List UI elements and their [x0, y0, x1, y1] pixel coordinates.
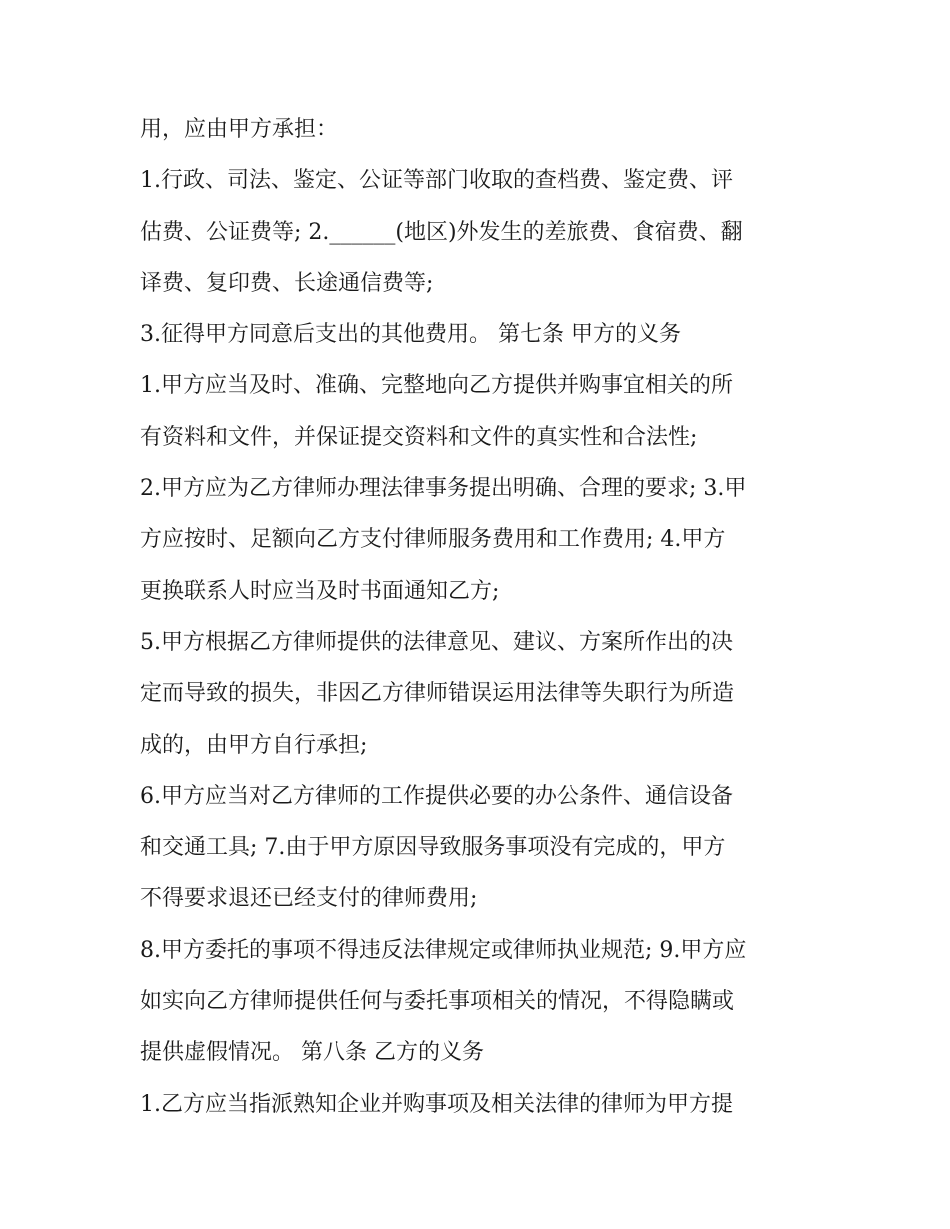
text-line: 估费、公证费等; 2.______(地区)外发生的差旅费、食宿费、翻	[140, 219, 743, 245]
text-line: 和交通工具; 7.由于甲方原因导致服务事项没有完成的，甲方	[140, 835, 726, 861]
text-line: 3.征得甲方同意后支出的其他费用。 第七条 甲方的义务	[140, 322, 681, 348]
text-line: 如实向乙方律师提供任何与委托事项相关的情况，不得隐瞒或	[140, 989, 735, 1015]
text-line: 译费、复印费、长途通信费等;	[140, 270, 434, 296]
text-line: 定而导致的损失，非因乙方律师错误运用法律等失职行为所造	[140, 681, 735, 707]
text-line: 更换联系人时应当及时书面通知乙方;	[140, 578, 500, 604]
document-body	[140, 104, 820, 1130]
text-line: 不得要求退还已经支付的律师费用;	[140, 886, 478, 912]
text-line: 1.甲方应当及时、准确、完整地向乙方提供并购事宜相关的所	[140, 373, 733, 399]
text-line: 6.甲方应当对乙方律师的工作提供必要的办公条件、通信设备	[140, 783, 733, 809]
text-line: 方应按时、足额向乙方支付律师服务费用和工作费用; 4.甲方	[140, 527, 726, 553]
text-line: 1.乙方应当指派熟知企业并购事项及相关法律的律师为甲方提	[140, 1091, 733, 1117]
text-line: 用，应由甲方承担：	[140, 117, 339, 142]
text-line: 2.甲方应为乙方律师办理法律事务提出明确、合理的要求; 3.甲	[140, 476, 747, 502]
text-line: 8.甲方委托的事项不得违反法律规定或律师执业规范; 9.甲方应	[140, 937, 747, 963]
text-line: 5.甲方根据乙方律师提供的法律意见、建议、方案所作出的决	[140, 629, 733, 655]
text-line: 提供虚假情况。 第八条 乙方的义务	[140, 1040, 484, 1066]
text-line: 有资料和文件，并保证提交资料和文件的真实性和合法性;	[140, 424, 698, 450]
text-line: 1.行政、司法、鉴定、公证等部门收取的查档费、鉴定费、评	[140, 168, 733, 194]
text-line: 成的，由甲方自行承担;	[140, 732, 368, 758]
